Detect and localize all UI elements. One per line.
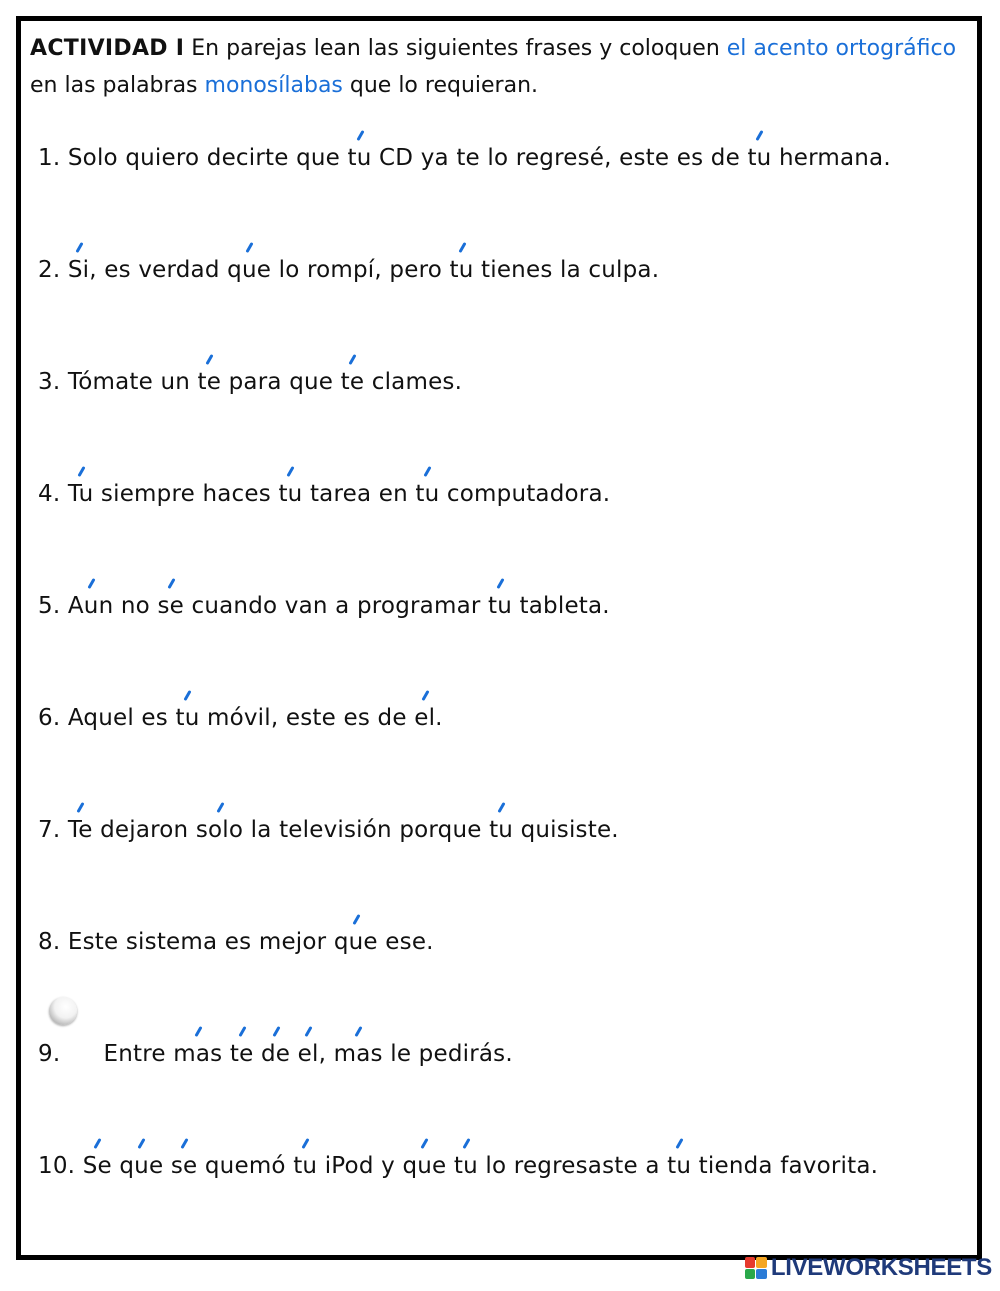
sentence-5: [38, 591, 610, 621]
sentence-text: [163, 1153, 171, 1179]
sentence-number: 8.: [38, 929, 61, 955]
monosyllable-word: que: [227, 257, 271, 283]
sentence-number: 7.: [38, 817, 61, 843]
sentence-text: lo regresaste a: [477, 1153, 668, 1179]
sentence-8: [38, 927, 434, 957]
sentence-4: [38, 479, 610, 509]
monosyllable-word: tu: [293, 1153, 317, 1179]
monosyllable-word: tu: [175, 705, 199, 731]
instructions-text-1: En parejas lean las siguientes frases y coloquen: [184, 36, 727, 61]
instructions-highlight-1: el acento ortográfico: [726, 36, 957, 61]
sentence-9: [38, 1039, 513, 1069]
sentence-text: Entre: [103, 1041, 174, 1067]
sentence-text: cuando van a programar: [184, 593, 489, 619]
sentence-text: ,: [318, 1041, 334, 1067]
sentence-6: [38, 703, 443, 733]
monosyllable-word: mas: [173, 1041, 222, 1067]
sentence-text: dejaron: [92, 817, 196, 843]
sentence-text: le pedirás.: [382, 1041, 513, 1067]
sentence-text: siempre haces: [93, 481, 279, 507]
monosyllable-word: tu: [747, 145, 771, 171]
sentence-text: Aquel es: [67, 705, 176, 731]
monosyllable-word: tu: [454, 1153, 478, 1179]
monosyllable-word: se: [171, 1153, 198, 1179]
sentence-number: 10.: [38, 1153, 76, 1179]
sentence-1: [38, 143, 891, 173]
sentence-text: quisiste.: [513, 817, 619, 843]
monosyllable-word: el: [298, 1041, 319, 1067]
sentence-number: 1.: [38, 145, 61, 171]
sentence-text: quemó: [197, 1153, 294, 1179]
monosyllable-word: tu: [488, 593, 512, 619]
sentence-number: 9.: [38, 1041, 61, 1067]
sentence-text: Solo quiero decirte que: [67, 145, 348, 171]
sentence-number: 3.: [38, 369, 61, 395]
logo-text: LIVEWORKSHEETS: [770, 1254, 992, 1281]
monosyllable-word: Se: [83, 1153, 112, 1179]
sentence-text: .: [435, 705, 443, 731]
sentence-3: [38, 367, 462, 397]
monosyllable-word: se: [157, 593, 184, 619]
sentence-10: [38, 1151, 878, 1181]
liveworksheets-icon: [745, 1257, 767, 1279]
liveworksheets-logo: [745, 1255, 992, 1281]
monosyllable-word: Si: [68, 257, 89, 283]
sentence-text: móvil, este es de: [199, 705, 415, 731]
sentence-text: , es verdad: [89, 257, 228, 283]
instructions-text-3: que lo requieran.: [342, 73, 539, 98]
monosyllable-word: que: [334, 929, 378, 955]
sentence-7: [38, 815, 619, 845]
sentence-text: hermana.: [771, 145, 891, 171]
sentence-text: [222, 1041, 230, 1067]
monosyllable-word: Tu: [68, 481, 94, 507]
monosyllable-word: tu: [667, 1153, 691, 1179]
monosyllable-word: solo: [196, 817, 243, 843]
monosyllable-word: te: [198, 369, 222, 395]
monosyllable-word: mas: [334, 1041, 383, 1067]
monosyllable-word: Te: [68, 817, 93, 843]
monosyllable-word: que: [402, 1153, 446, 1179]
monosyllable-word: tu: [489, 817, 513, 843]
sentence-text: para que: [221, 369, 341, 395]
sentence-text: la televisión porque: [243, 817, 490, 843]
sentence-text: [446, 1153, 454, 1179]
monosyllable-word: tu: [415, 481, 439, 507]
sentence-text: tienda favorita.: [691, 1153, 879, 1179]
sentence-number: 4.: [38, 481, 61, 507]
sentence-text: lo rompí, pero: [271, 257, 450, 283]
monosyllable-word: de: [261, 1041, 290, 1067]
worksheet-frame: [16, 16, 982, 1260]
instructions-highlight-2: monosílabas: [204, 73, 343, 98]
sentence-text: [290, 1041, 298, 1067]
monosyllable-word: tu: [450, 257, 474, 283]
sentence-text: Este sistema es mejor: [67, 929, 334, 955]
monosyllable-word: el: [414, 705, 435, 731]
sentence-number: 2.: [38, 257, 61, 283]
sentence-text: Tómate un: [67, 369, 198, 395]
sentence-text: no: [113, 593, 158, 619]
monosyllable-word: te: [341, 369, 365, 395]
sentence-text: iPod y: [317, 1153, 403, 1179]
sentence-text: tienes la culpa.: [473, 257, 660, 283]
answer-radio-button[interactable]: [49, 997, 77, 1025]
sentence-text: tableta.: [512, 593, 610, 619]
monosyllable-word: tu: [348, 145, 372, 171]
sentence-text: ese.: [377, 929, 434, 955]
sentence-text: [253, 1041, 261, 1067]
sentence-text: clames.: [364, 369, 463, 395]
instructions-text-2: en las palabras: [30, 73, 205, 98]
sentence-text: tarea en: [302, 481, 416, 507]
sentence-text: computadora.: [439, 481, 611, 507]
sentence-number: 6.: [38, 705, 61, 731]
sentence-text: CD ya te lo regresé, este es de: [371, 145, 748, 171]
monosyllable-word: tu: [278, 481, 302, 507]
monosyllable-word: Aun: [68, 593, 114, 619]
activity-instructions: [30, 30, 960, 104]
sentence-number: 5.: [38, 593, 61, 619]
sentence-2: [38, 255, 659, 285]
activity-title: ACTIVIDAD I: [30, 36, 185, 61]
monosyllable-word: te: [230, 1041, 254, 1067]
monosyllable-word: que: [119, 1153, 163, 1179]
